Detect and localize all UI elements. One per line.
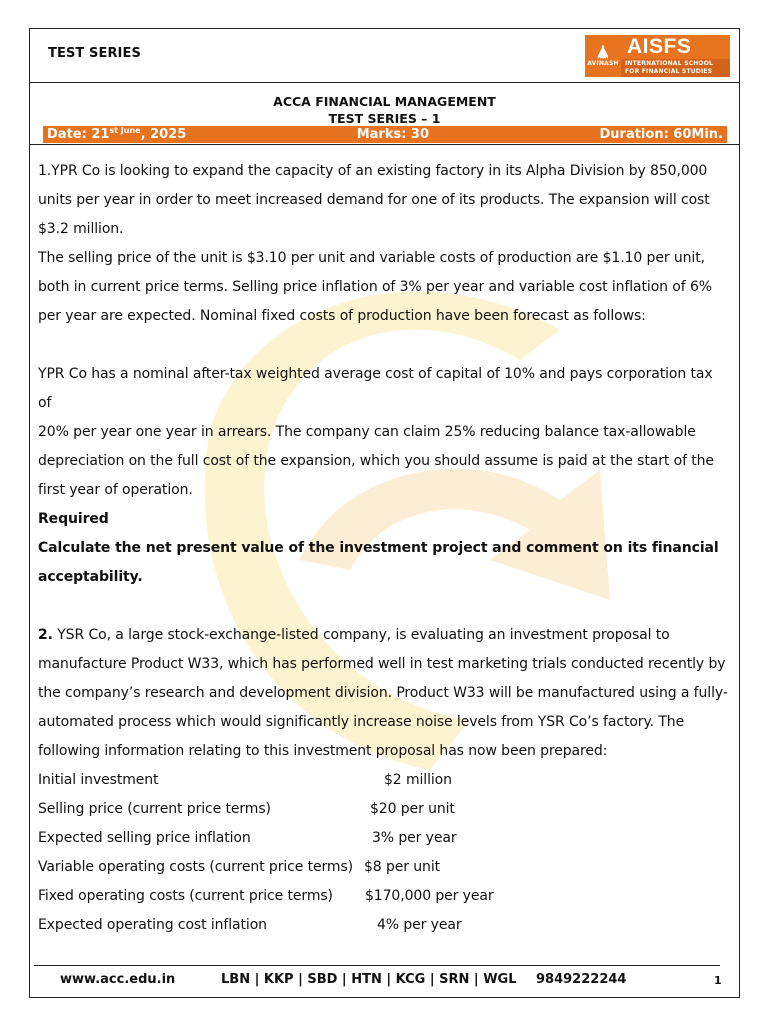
q1-text: YPR Co has a nominal after-tax weighted average cost of capital of 10% and pays corporation tax of — [38, 366, 713, 411]
q1-text: The selling price of the unit is $3.10 per unit and variable costs of production are $1.10 per unit, — [38, 250, 705, 266]
q1-text: units per year in order to meet increased demand for one of its products. The expansion will cost — [38, 192, 710, 208]
q1-task: Calculate the net present value of the investment project and comment on its financial — [38, 540, 719, 556]
q1-required-label: Required — [38, 511, 109, 527]
series-label: TEST SERIES — [48, 46, 141, 61]
q1-text: 1.YPR Co is looking to expand the capacity of an existing factory in its Alpha Division by 850,000 — [38, 163, 708, 179]
q1-text: 20% per year one year in arrears. The company can claim 25% reducing balance tax-allowable — [38, 424, 696, 440]
q2-text: following information relating to this investment proposal has now been prepared: — [38, 743, 608, 759]
footer-phone: 9849222244 — [536, 972, 627, 987]
series-title: TEST SERIES – 1 — [328, 111, 441, 126]
question-content — [38, 157, 730, 940]
page-frame — [29, 28, 740, 998]
logo-mark-icon — [585, 35, 621, 77]
exam-duration: Duration: 60Min. — [599, 127, 723, 142]
aisfs-logo — [585, 35, 730, 77]
q2-data-row: Variable operating costs (current price terms) $8 per unit — [38, 859, 440, 875]
logo-mark-sub: AVINASH — [587, 60, 619, 67]
q1-text: per year are expected. Nominal fixed costs of production have been forecast as follows: — [38, 308, 646, 324]
page-header — [30, 29, 739, 83]
logo-tagline-1: INTERNATIONAL SCHOOL — [625, 60, 714, 67]
q2-data-row: Initial investment $2 million — [38, 772, 452, 788]
q2-data-row: Expected operating cost inflation 4% per year — [38, 917, 462, 933]
footer-website: www.acc.edu.in — [60, 972, 176, 987]
footer-divider — [34, 965, 720, 966]
logo-name: AISFS — [621, 35, 730, 59]
page-footer — [34, 972, 720, 992]
q2-data-row: Selling price (current price terms) $20 per unit — [38, 801, 455, 817]
q1-text: depreciation on the full cost of the expansion, which you should assume is paid at the start of the — [38, 453, 714, 469]
page-number: 1 — [714, 974, 722, 987]
q2-text: manufacture Product W33, which has performed well in test marketing trials conducted recently by — [38, 656, 726, 672]
header-divider — [30, 144, 739, 145]
title-block — [30, 93, 739, 127]
exam-date: Date: $21^{st June}$, 2025 — [47, 126, 187, 142]
q1-task: acceptability. — [38, 569, 143, 585]
exam-marks: Marks: 30 — [356, 127, 430, 142]
logo-tagline — [621, 59, 730, 77]
info-bar — [43, 126, 727, 143]
q2-text: 2. YSR Co, a large stock-exchange-listed company, is evaluating an investment proposal to — [38, 627, 670, 643]
q2-text: automated process which would significantly increase noise levels from YSR Co’s factory. The — [38, 714, 685, 730]
footer-branches: LBN | KKP | SBD | HTN | KCG | SRN | WGL — [221, 972, 517, 987]
q1-text: both in current price terms. Selling price inflation of 3% per year and variable cost inflation of 6% — [38, 279, 712, 295]
q2-data-row: Fixed operating costs (current price terms) $170,000 per year — [38, 888, 494, 904]
q2-data-row: Expected selling price inflation 3% per year — [38, 830, 457, 846]
q1-text: first year of operation. — [38, 482, 193, 498]
q1-text: $3.2 million. — [38, 221, 124, 237]
course-title: ACCA FINANCIAL MANAGEMENT — [273, 94, 496, 109]
q2-number: 2. — [38, 627, 53, 643]
logo-tagline-2: FOR FINANCIAL STUDIES — [625, 68, 713, 75]
logo-glyph: 🛦 — [597, 42, 609, 61]
q2-text: the company’s research and development division. Product W33 will be manufactured using a fully- — [38, 685, 728, 701]
